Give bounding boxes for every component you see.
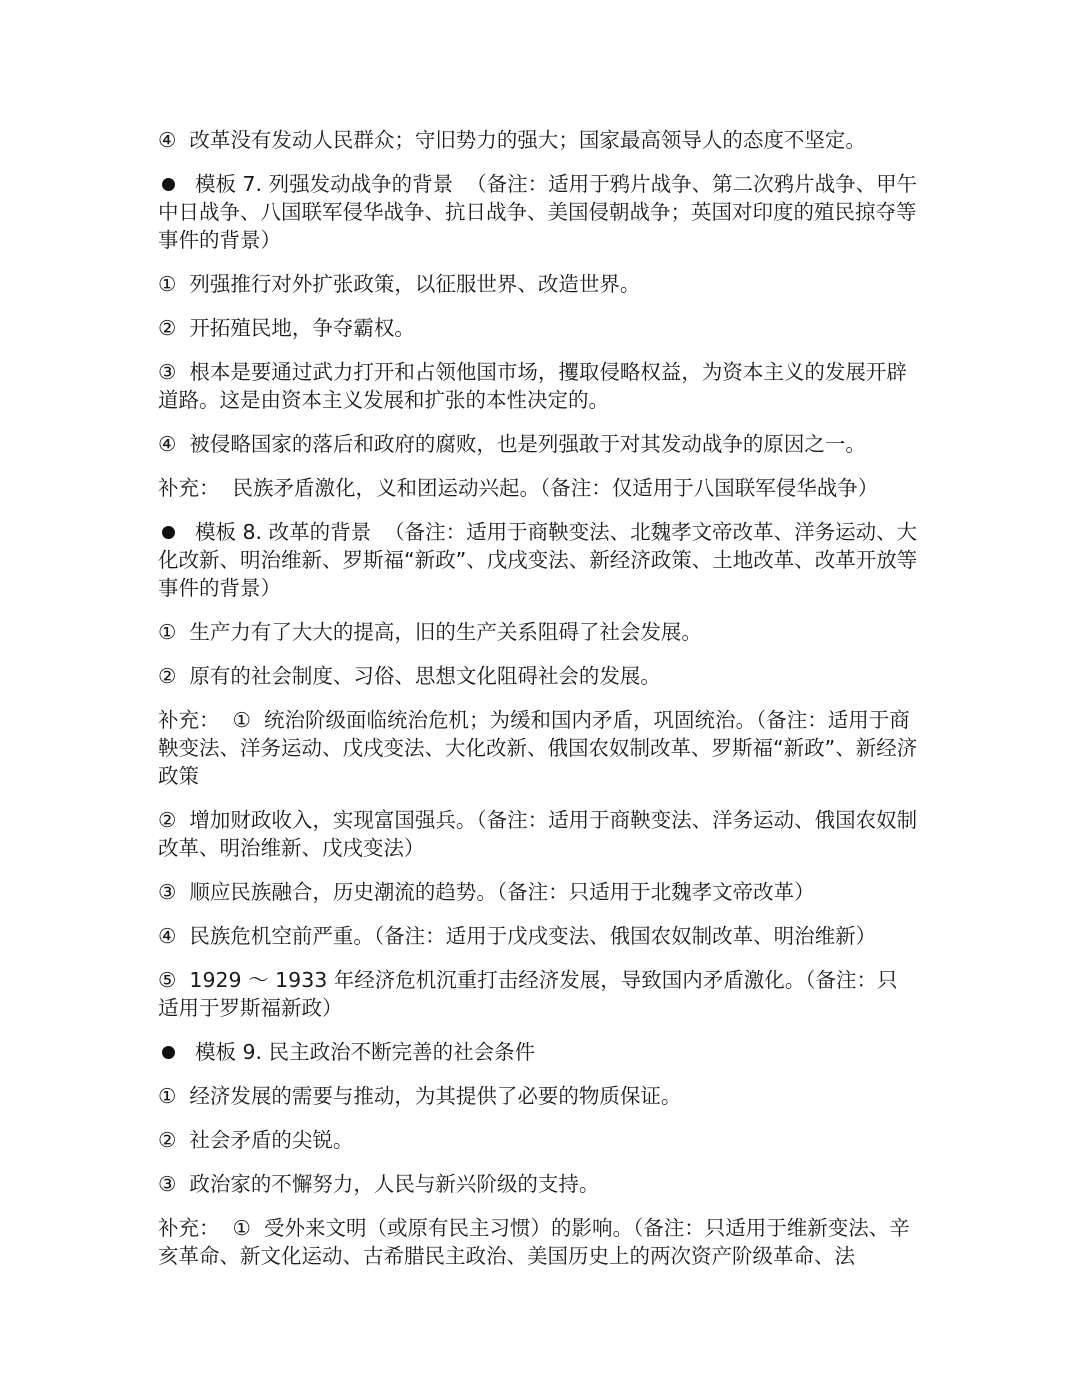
template-9-supplement-1: 补充： ① 受外来文明（或原有民主习惯）的影响。（备注：只适用于维新变法、辛亥革命、新文化运动、古希腊民主政治、美国历史上的两次资产阶级革命、法 bbox=[158, 1216, 910, 1268]
document-page bbox=[158, 126, 918, 1286]
bullet-icon bbox=[162, 1046, 175, 1059]
template-7-point-3: ③ 根本是要通过武力打开和占领他国市场，攫取侵略权益，为资本主义的发展开辟道路。这是由资本主义发展和扩张的本性决定的。 bbox=[158, 360, 907, 412]
template-9-point-2: ② 社会矛盾的尖锐。 bbox=[158, 1128, 354, 1152]
template-7-point-2: ② 开拓殖民地，争夺霸权。 bbox=[158, 316, 415, 340]
template-8-supplement-1: 补充： ① 统治阶级面临统治危机；为缓和国内矛盾，巩固统治。（备注：适用于商鞅变法、洋务运动、戊戌变法、大化改新、俄国农奴制改革、罗斯福“新政”、新经济政策 bbox=[158, 708, 918, 788]
template-7-supplement: 补充： 民族矛盾激化，义和团运动兴起。（备注：仅适用于八国联军侵华战争） bbox=[158, 476, 879, 500]
template-8-supplement-2: ② 增加财政收入，实现富国强兵。（备注：适用于商鞅变法、洋务运动、俄国农奴制改革、明治维新、戊戌变法） bbox=[158, 808, 918, 860]
template-9-point-1: ① 经济发展的需要与推动，为其提供了必要的物质保证。 bbox=[158, 1084, 682, 1108]
template-8-point-1: ① 生产力有了大大的提高，旧的生产关系阻碍了社会发展。 bbox=[158, 620, 702, 644]
template-9-heading-text: 模板 9. 民主政治不断完善的社会条件 bbox=[195, 1040, 536, 1064]
template-7-heading-text: 模板 7. 列强发动战争的背景 （备注：适用于鸦片战争、第二次鸦片战争、甲午中日战争、八国联军侵华战争、抗日战争、美国侵朝战争；英国对印度的殖民掠夺等事件的背景） bbox=[158, 172, 918, 252]
template-8-heading-text: 模板 8. 改革的背景 （备注：适用于商鞅变法、北魏孝文帝改革、洋务运动、大化改新、明治维新、罗斯福“新政”、戊戌变法、新经济政策、土地改革、改革开放等事件的背景） bbox=[158, 520, 918, 600]
bullet-icon bbox=[162, 178, 175, 191]
template-7-heading bbox=[158, 170, 918, 254]
bullet-icon bbox=[162, 526, 175, 539]
template-8-heading bbox=[158, 518, 918, 602]
template-9-point-3: ③ 政治家的不懈努力，人民与新兴阶级的支持。 bbox=[158, 1172, 600, 1196]
template-7-point-1: ① 列强推行对外扩张政策，以征服世界、改造世界。 bbox=[158, 272, 641, 296]
template-9-heading bbox=[158, 1038, 918, 1066]
template-8-supplement-4: ④ 民族危机空前严重。（备注：适用于戊戌变法、俄国农奴制改革、明治维新） bbox=[158, 924, 877, 948]
template-7-point-4: ④ 被侵略国家的落后和政府的腐败，也是列强敢于对其发动战争的原因之一。 bbox=[158, 432, 866, 456]
reform-failure-point-4: ④ 改革没有发动人民群众；守旧势力的强大；国家最高领导人的态度不坚定。 bbox=[158, 128, 866, 152]
template-8-supplement-3: ③ 顺应民族融合，历史潮流的趋势。（备注：只适用于北魏孝文帝改革） bbox=[158, 880, 815, 904]
template-8-supplement-5: ⑤ 1929 ～ 1933 年经济危机沉重打击经济发展，导致国内矛盾激化。（备注：只适用于罗斯福新政） bbox=[158, 968, 898, 1020]
template-8-point-2: ② 原有的社会制度、习俗、思想文化阻碍社会的发展。 bbox=[158, 664, 661, 688]
